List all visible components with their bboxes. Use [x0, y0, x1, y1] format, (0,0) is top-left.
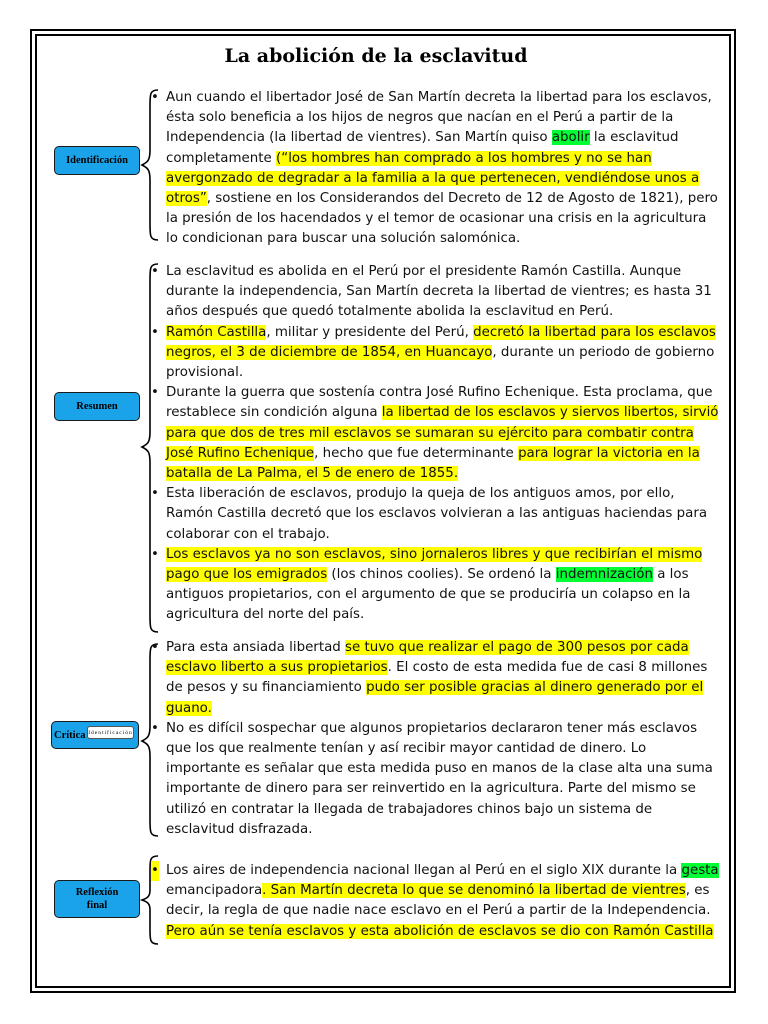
bullet-icon: • — [151, 861, 159, 881]
text: Durante la guerra que sostenía contra José Rufino Echenique. Esta proclama, que restablece sin condición alguna — [166, 385, 713, 421]
label-reflexion: Reflexión final — [54, 880, 140, 918]
text: , es decir, la regla de que nadie nace esclavo en el Perú a partir de la Independencia. — [166, 883, 711, 919]
highlight-yellow: (“los hombres han comprado a los hombres y no se han avergonzado de degradar a la familia a la que pertenecen, vendiéndose unos a otros” — [166, 150, 700, 207]
resumen-bullet-4 — [150, 484, 722, 545]
bullet-icon: • — [151, 640, 159, 655]
critica-bullet-1 — [150, 638, 722, 719]
bullet-icon: • — [151, 720, 159, 736]
bullet-icon: • — [151, 486, 159, 502]
bullet-icon: • — [151, 324, 159, 340]
highlight-yellow: pudo ser posible gracias al dinero generado por el guano. — [166, 680, 704, 716]
highlight-yellow: Los esclavos ya no son esclavos, sino jornaleros libres y que recibirían el mismo pago que los emigrados — [166, 546, 703, 583]
resumen-bullet-3 — [150, 383, 722, 484]
highlight-yellow: para lograr la victoria en la batalla de La Palma, el 5 de enero de 1855. — [166, 445, 700, 482]
label-identificacion: Identificación — [54, 146, 140, 175]
highlight-yellow: Pero aún se tenía esclavos y esta abolición de esclavos se dio con Ramón Castilla — [166, 923, 714, 939]
highlight-yellow: Ramón Castilla — [166, 324, 267, 340]
bullet-icon: • — [151, 90, 159, 105]
text: , durante un periodo de gobierno provisional. — [166, 344, 715, 381]
resumen-bullet-1 — [150, 262, 722, 323]
text: , militar y presidente del Perú, — [266, 324, 474, 340]
highlight-green: indemnización — [555, 567, 653, 583]
bullet-icon: • — [151, 385, 159, 401]
section-identificacion — [150, 88, 722, 250]
label-resumen: Resumen — [54, 392, 140, 421]
highlight-yellow: . San Martín decreta lo que se denominó la libertad de vientres — [262, 883, 686, 899]
text: la esclavitud completamente — [166, 130, 679, 166]
critica-bullet-2 — [150, 719, 722, 840]
text: La esclavitud es abolida en el Perú por el presidente Ramón Castilla. Aunque durante la independencia, San Martín decreta la libertad de vientres; es hasta 31 años después que quedó totalmente abolida la esclavitud en Perú. — [166, 264, 712, 320]
highlight-yellow: decretó la libertad para los esclavos negros, el 3 de diciembre de 1854, en Huancayo — [166, 324, 716, 360]
text: . El costo de esta medida fue de casi 8 millones de pesos y su financiamiento — [166, 660, 708, 696]
text: Para esta ansiada libertad — [166, 640, 346, 655]
resumen-bullet-2 — [150, 323, 722, 384]
text: (los chinos coolies). Se ordenó la — [327, 567, 556, 583]
resumen-bullet-5 — [150, 545, 722, 626]
text: Aun cuando el libertador José de San Martín decreta la libertad para los esclavos, ésta solo beneficia a los hijos de negros que nacían en el Perú a partir de la Independencia (la libertad de vientres). San Martín quiso — [166, 90, 712, 146]
text: , sostiene en los Considerandos del Decreto de 12 de Agosto de 1821), pero la presión de los hacendados y el temor de ocasionar una crisis en la agricultura lo condicionan para buscar una solución salomónica. — [166, 191, 718, 247]
text: a los antiguos propietarios, con el argumento de que se produciría un colapso en la agricultura del norte del país. — [166, 567, 691, 623]
highlight-yellow: se tuvo que realizar el pago de 300 pesos por cada esclavo liberto a sus propietarios — [166, 640, 689, 676]
text: emancipadora — [166, 883, 263, 899]
identificacion-paragraph — [150, 88, 722, 250]
section-reflexion — [150, 861, 722, 942]
section-critica — [150, 638, 722, 840]
page-title: La abolición de la esclavitud — [224, 45, 528, 67]
text: , hecho que fue determinante — [314, 445, 519, 461]
highlight-green: abolir — [551, 130, 590, 146]
section-resumen — [150, 262, 722, 626]
text: Los aires de independencia nacional llegan al Perú en el siglo XIX durante la — [166, 863, 682, 878]
bullet-icon: • — [151, 264, 159, 279]
highlight-green: gesta — [681, 863, 719, 878]
highlight-yellow: la libertad de los esclavos y siervos libertos, sirvió para que dos de tres mil esclavos se sumaran su ejército para combatir contra José Rufino Echenique — [166, 405, 719, 461]
bullet-icon: • — [151, 546, 159, 562]
label-critica-text: Crítica — [54, 729, 86, 741]
label-critica-small-box: Identificación — [87, 726, 134, 739]
text: Esta liberación de esclavos, produjo la queja de los antiguos amos, por ello, Ramón Castilla decretó que los esclavos volvieran a las antiguas haciendas para colaborar con el trabajo. — [166, 486, 708, 542]
text: No es difícil sospechar que algunos propietarios declararon tener más esclavos que los que realmente tenían y así recibir mayor cantidad de dinero. Lo importante es señalar que esta medida puso en manos de la clase alta una suma importante de dinero para ser reinvertido en la agricultura. Parte del mismo se utilizó en contratar la llegada de trabajadores chinos bajo un sistema de esclavitud disfrazada. — [166, 720, 713, 837]
reflexion-bullet — [150, 861, 722, 942]
